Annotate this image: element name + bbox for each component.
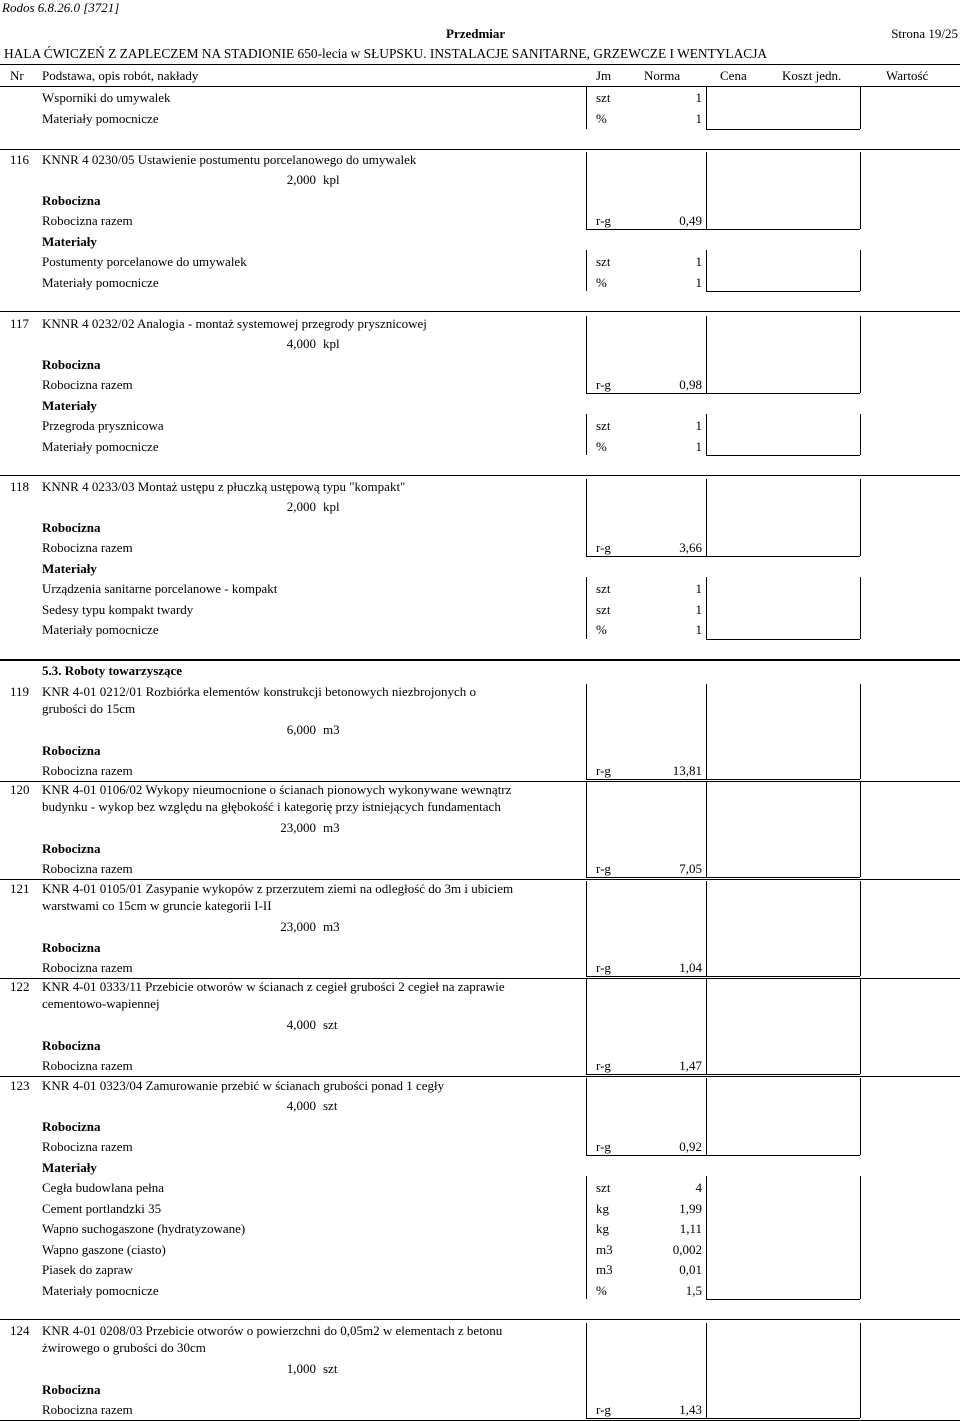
material-norma: 1 <box>695 274 702 290</box>
material-unit: % <box>596 110 607 126</box>
position-description: KNR 4-01 0105/01 Zasypanie wykopów z przerzutem ziemi na odległość do 3m i ubiciem <box>42 881 514 896</box>
robocizna-heading: Robocizna <box>42 742 101 758</box>
position-description-cont: warstwami co 15cm w gruncie kategorii I-II <box>42 898 272 913</box>
material-norma: 1,11 <box>679 1221 702 1236</box>
page-number: Strona 19/25 <box>891 26 958 41</box>
col-jm: Jm <box>596 68 612 83</box>
material-unit: % <box>596 438 607 454</box>
position-quantity: 4,000 <box>286 1017 316 1032</box>
position-quantity: 23,000 <box>280 919 316 934</box>
position-unit: szt <box>323 1361 338 1376</box>
col-koszt: Koszt jedn. <box>782 68 842 83</box>
robocizna-total-label: Robocizna razem <box>42 1139 133 1154</box>
material-unit: kg <box>596 1221 609 1236</box>
material-norma: 0,01 <box>679 1262 702 1277</box>
position-number: 116 <box>10 152 30 167</box>
material-unit: % <box>596 622 607 637</box>
position-unit: kpl <box>323 499 340 514</box>
material-unit: kg <box>596 1200 609 1216</box>
robocizna-norma: 1,04 <box>679 960 702 975</box>
position-quantity: 1,000 <box>286 1361 316 1376</box>
material-norma: 1 <box>695 254 702 269</box>
robocizna-unit: r-g <box>596 377 611 392</box>
robocizna-total-label: Robocizna razem <box>42 1058 133 1073</box>
material-norma: 4 <box>695 1180 702 1195</box>
robocizna-norma: 1,47 <box>679 1058 702 1073</box>
robocizna-norma: 0,92 <box>679 1139 702 1154</box>
robocizna-unit: r-g <box>596 213 611 228</box>
position-number: 123 <box>10 1078 30 1093</box>
robocizna-heading: Robocizna <box>42 192 101 208</box>
position-description: KNR 4-01 0212/01 Rozbiórka elementów konstrukcji betonowych niezbrojonych o <box>42 684 476 699</box>
robocizna-unit: r-g <box>596 861 611 876</box>
robocizna-heading: Robocizna <box>42 356 101 372</box>
material-norma: 1 <box>695 418 702 433</box>
material-norma: 1 <box>695 90 702 105</box>
material-unit: szt <box>596 254 611 269</box>
position-unit: kpl <box>323 172 340 187</box>
col-nr: Nr <box>10 68 24 83</box>
material-name: Cegła budowlana pełna <box>42 1180 165 1195</box>
material-norma: 1 <box>695 622 702 637</box>
position-description: KNNR 4 0232/02 Analogia - montaż systemowej przegrody prysznicowej <box>42 316 427 331</box>
material-norma: 1 <box>695 110 702 126</box>
robocizna-norma: 1,43 <box>679 1402 702 1417</box>
material-unit: m3 <box>596 1241 613 1257</box>
material-name: Wapno gaszone (ciasto) <box>42 1241 166 1257</box>
position-description-cont: budynku - wykop bez względu na głębokość i kategorię przy istniejących fundamentach <box>42 799 501 814</box>
material-norma: 1 <box>695 438 702 454</box>
position-description: KNR 4-01 0208/03 Przebicie otworów o powierzchni do 0,05m2 w elementach z betonu <box>42 1323 503 1338</box>
robocizna-norma: 3,66 <box>679 540 702 555</box>
material-name: Sedesy typu kompakt twardy <box>42 601 194 617</box>
material-name: Materiały pomocnicze <box>42 1282 159 1298</box>
position-number: 124 <box>10 1323 30 1338</box>
position-description: KNR 4-01 0323/04 Zamurowanie przebić w ścianach grubości ponad 1 cegły <box>42 1078 445 1093</box>
position-description-cont: cementowo-wapiennej <box>42 996 160 1011</box>
position-description: KNR 4-01 0333/11 Przebicie otworów w ścianach z cegieł grubości 2 cegieł na zaprawie <box>42 979 505 994</box>
material-name: Materiały pomocnicze <box>42 274 159 290</box>
material-unit: szt <box>596 1180 611 1195</box>
robocizna-total-label: Robocizna razem <box>42 861 133 876</box>
robocizna-unit: r-g <box>596 1058 611 1073</box>
material-unit: szt <box>596 601 611 617</box>
robocizna-heading: Robocizna <box>42 519 101 535</box>
position-quantity: 2,000 <box>286 499 316 514</box>
material-name: Wsporniki do umywalek <box>42 90 171 105</box>
robocizna-heading: Robocizna <box>42 1118 101 1134</box>
position-quantity: 6,000 <box>286 722 316 737</box>
position-number: 119 <box>10 684 30 699</box>
position-description: KNR 4-01 0106/02 Wykopy nieumocnione o ścianach pionowych wykonywane wewnątrz <box>42 782 512 797</box>
material-name: Piasek do zapraw <box>42 1262 133 1277</box>
position-unit: m3 <box>323 722 340 737</box>
material-unit: szt <box>596 418 611 433</box>
position-number: 117 <box>10 316 30 331</box>
materialy-heading: Materiały <box>42 233 97 249</box>
robocizna-unit: r-g <box>596 540 611 555</box>
material-unit: szt <box>596 581 611 596</box>
material-unit: % <box>596 274 607 290</box>
robocizna-unit: r-g <box>596 1402 611 1417</box>
material-unit: % <box>596 1282 607 1298</box>
robocizna-heading: Robocizna <box>42 939 101 955</box>
position-description-cont: żwirowego o grubości do 30cm <box>42 1340 206 1355</box>
col-wartosc: Wartość <box>886 68 929 83</box>
robocizna-norma: 7,05 <box>679 861 702 876</box>
material-name: Cement portlandzki 35 <box>42 1200 162 1216</box>
robocizna-heading: Robocizna <box>42 840 101 856</box>
position-quantity: 4,000 <box>286 336 316 351</box>
material-norma: 0,002 <box>672 1241 702 1257</box>
position-description: KNNR 4 0230/05 Ustawienie postumentu porcelanowego do umywalek <box>42 152 417 167</box>
robocizna-total-label: Robocizna razem <box>42 960 133 975</box>
robocizna-norma: 13,81 <box>672 763 702 778</box>
project-title: HALA ĆWICZEŃ Z ZAPLECZEM NA STADIONIE 650-lecia w SŁUPSKU. INSTALACJE SANITARNE, GRZEWCZE I WENTYLACJA <box>4 46 768 61</box>
col-desc: Podstawa, opis robót, nakłady <box>42 68 199 83</box>
robocizna-norma: 0,49 <box>679 213 702 228</box>
position-description: KNNR 4 0233/03 Montaż ustępu z płuczką ustępową typu "kompakt" <box>42 479 406 494</box>
material-name: Postumenty porcelanowe do umywalek <box>42 254 247 269</box>
col-cena: Cena <box>720 68 747 83</box>
materialy-heading: Materiały <box>42 1159 97 1175</box>
robocizna-heading: Robocizna <box>42 1037 101 1053</box>
robocizna-unit: r-g <box>596 763 611 778</box>
material-norma: 1,5 <box>685 1282 702 1298</box>
document-title: Przedmiar <box>446 26 506 41</box>
material-name: Wapno suchogaszone (hydratyzowane) <box>42 1221 246 1236</box>
material-norma: 1 <box>695 601 702 617</box>
program-version: Rodos 6.8.26.0 [3721] <box>2 0 120 15</box>
material-norma: 1,99 <box>679 1200 702 1216</box>
material-name: Materiały pomocnicze <box>42 622 159 637</box>
position-number: 120 <box>10 782 30 797</box>
robocizna-heading: Robocizna <box>42 1381 101 1397</box>
position-quantity: 23,000 <box>280 820 316 835</box>
position-number: 118 <box>10 479 30 494</box>
material-name: Przegroda prysznicowa <box>42 418 164 433</box>
position-unit: kpl <box>323 336 340 351</box>
robocizna-total-label: Robocizna razem <box>42 377 133 392</box>
materialy-heading: Materiały <box>42 560 97 576</box>
position-unit: szt <box>323 1017 338 1032</box>
section-heading: 5.3. Roboty towarzyszące <box>42 663 183 678</box>
position-quantity: 2,000 <box>286 172 316 187</box>
position-quantity: 4,000 <box>286 1098 316 1113</box>
material-name: Urządzenia sanitarne porcelanowe - kompakt <box>42 581 278 596</box>
robocizna-norma: 0,98 <box>679 377 702 392</box>
materialy-heading: Materiały <box>42 397 97 413</box>
material-norma: 1 <box>695 581 702 596</box>
position-number: 121 <box>10 881 30 896</box>
material-name: Materiały pomocnicze <box>42 438 159 454</box>
material-unit: m3 <box>596 1262 613 1277</box>
position-description-cont: grubości do 15cm <box>42 701 136 716</box>
position-unit: m3 <box>323 919 340 934</box>
material-unit: szt <box>596 90 611 105</box>
col-norma: Norma <box>644 68 681 83</box>
position-unit: m3 <box>323 820 340 835</box>
material-name: Materiały pomocnicze <box>42 110 159 126</box>
robocizna-total-label: Robocizna razem <box>42 763 133 778</box>
position-number: 122 <box>10 979 30 994</box>
position-unit: szt <box>323 1098 338 1113</box>
robocizna-total-label: Robocizna razem <box>42 540 133 555</box>
robocizna-total-label: Robocizna razem <box>42 1402 133 1417</box>
robocizna-total-label: Robocizna razem <box>42 213 133 228</box>
robocizna-unit: r-g <box>596 1139 611 1154</box>
robocizna-unit: r-g <box>596 960 611 975</box>
